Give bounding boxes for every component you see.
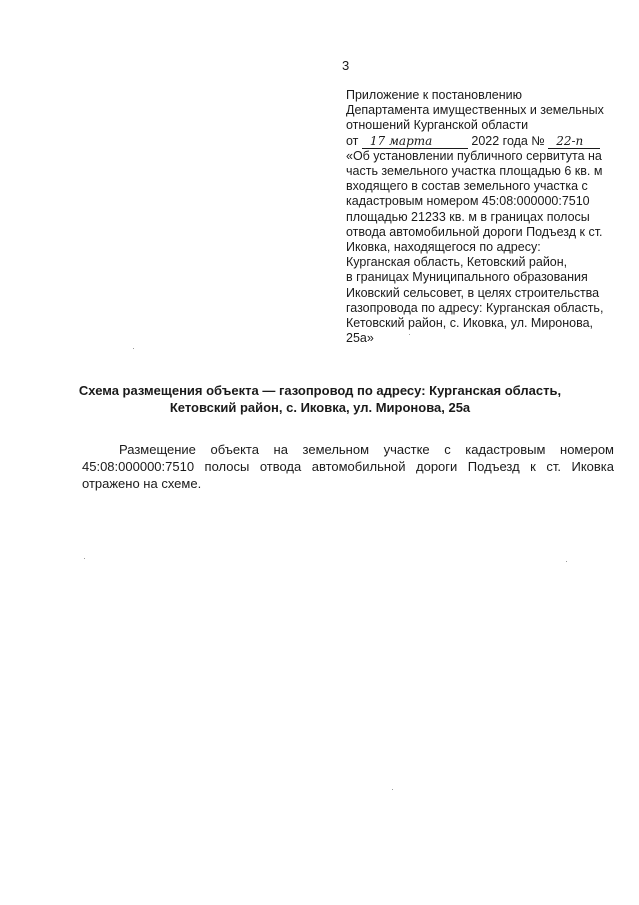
title-line: в границах Муниципального образования xyxy=(346,270,588,285)
title-line: газопровода по адресу: Курганская область, xyxy=(346,300,604,315)
title-line: отвода автомобильной дороги Подъезд к ст. xyxy=(346,224,603,239)
date-line xyxy=(346,134,616,149)
title-line: «Об установлении публичного сервитута на xyxy=(346,148,602,163)
date-prefix: от xyxy=(346,133,359,148)
title-line: Кетовский район, с. Иковка, ул. Миронова, xyxy=(346,316,594,331)
appendix-block xyxy=(346,88,616,346)
heading-line-1: Схема размещения объекта — газопровод по адресу: Курганская область, xyxy=(78,383,562,398)
title-line: входящего в состав земельного участка с xyxy=(346,179,588,194)
scan-speck xyxy=(392,789,393,790)
scan-speck xyxy=(566,561,567,562)
scan-speck xyxy=(133,348,134,349)
title-line: площадью 21233 кв. м в границах полосы xyxy=(346,209,590,224)
page-number: 3 xyxy=(342,58,350,73)
appendix-line: отношений Курганской области xyxy=(346,118,529,133)
year-text: 2022 года № xyxy=(471,133,545,148)
appendix-line: Департамента имущественных и земельных xyxy=(346,103,604,118)
title-line: Иковский сельсовет, в целях строительства xyxy=(346,285,600,300)
appendix-line: Приложение к постановлению xyxy=(346,88,522,102)
title-line: 25а» xyxy=(346,331,374,346)
handwritten-number: 22-п xyxy=(548,135,600,149)
title-line: кадастровым номером 45:08:000000:7510 xyxy=(346,194,590,209)
document-heading xyxy=(40,382,600,416)
title-line: Иковка, находящегося по адресу: xyxy=(346,240,541,255)
handwritten-date: 17 марта xyxy=(362,135,468,149)
scan-speck xyxy=(84,558,85,559)
body-paragraph: Размещение объекта на земельном участке с кадастровым номером 45:08:000000:7510 полосы отвода автомобильной дороги Подъезд к ст. Иковка отражено на схеме. xyxy=(82,442,614,491)
scan-speck xyxy=(409,334,410,335)
title-line: Курганская область, Кетовский район, xyxy=(346,255,568,270)
title-line: часть земельного участка площадью 6 кв. м xyxy=(346,164,603,179)
heading-line-2: Кетовский район, с. Иковка, ул. Миронова, 25а xyxy=(169,400,471,415)
